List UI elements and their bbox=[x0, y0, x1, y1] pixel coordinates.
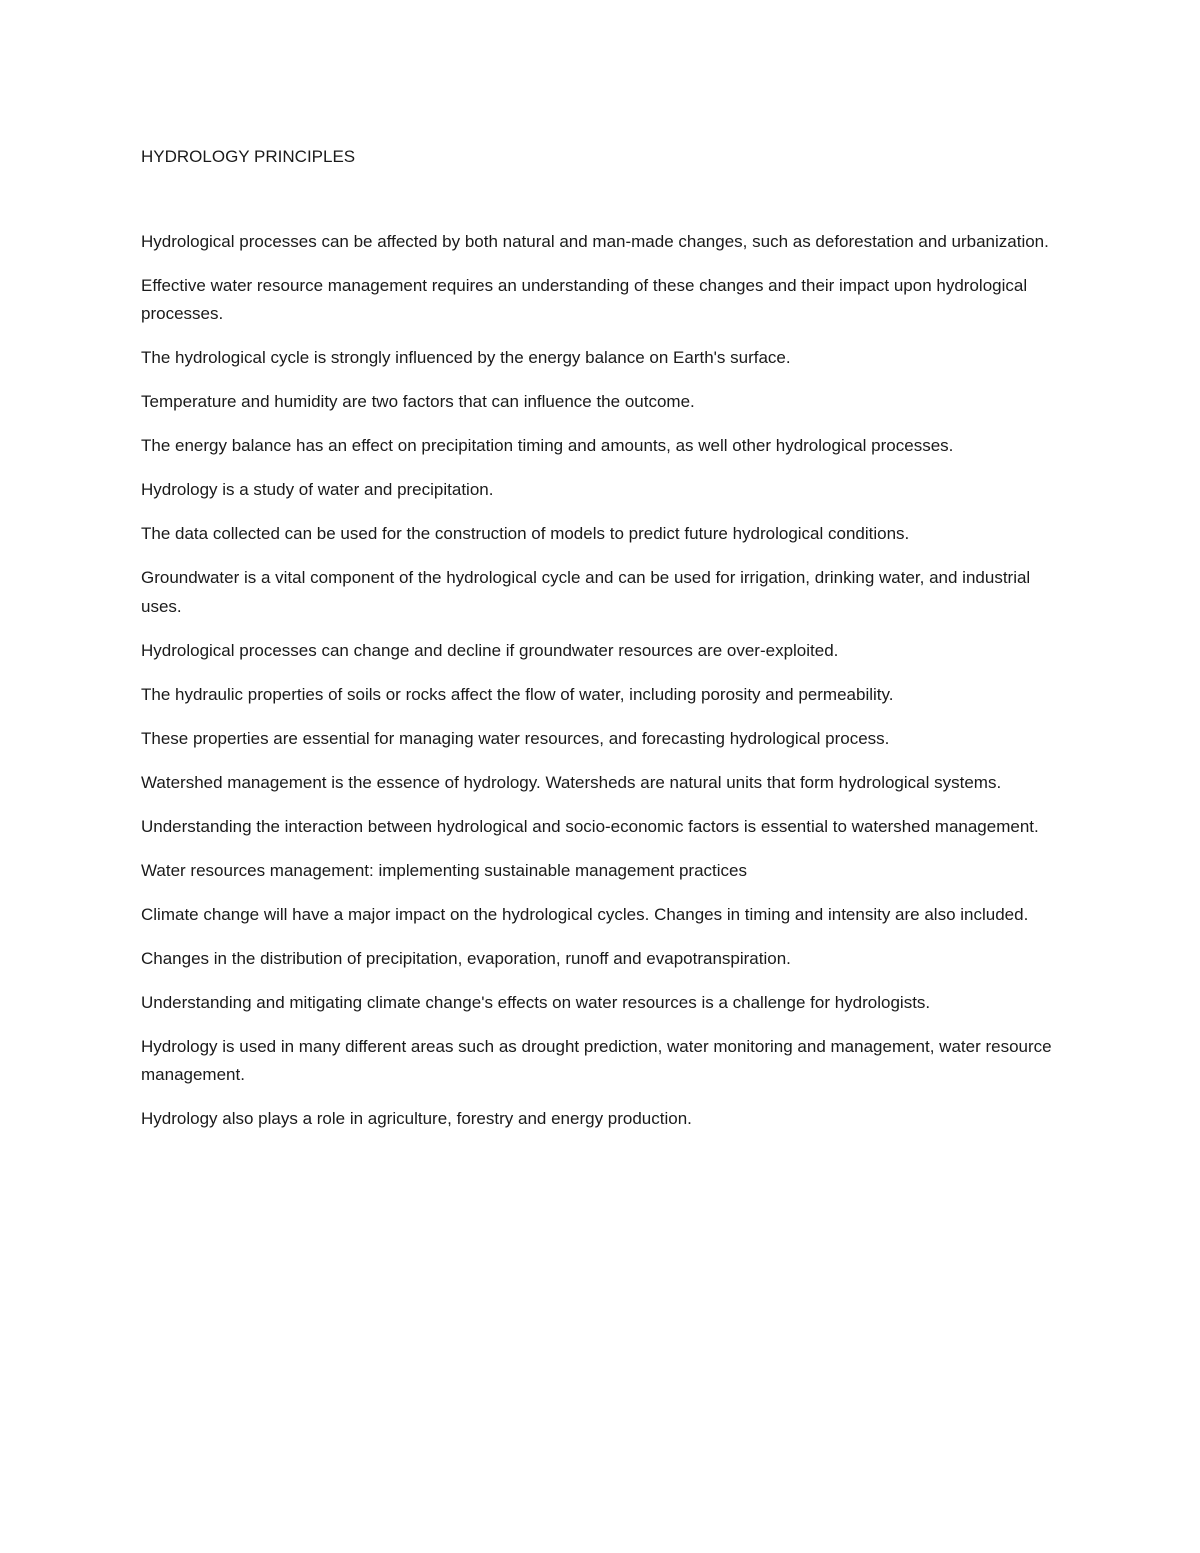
paragraph: Temperature and humidity are two factors that can influence the outcome. bbox=[141, 392, 695, 411]
paragraph: Hydrology also plays a role in agriculture, forestry and energy production. bbox=[141, 1109, 692, 1128]
paragraph: Understanding and mitigating climate change's effects on water resources is a challenge for hydrologists. bbox=[141, 992, 931, 1012]
paragraph: The hydrological cycle is strongly influenced by the energy balance on Earth's surface. bbox=[141, 348, 791, 367]
paragraph: The energy balance has an effect on precipitation timing and amounts, as well other hydrological processes. bbox=[141, 436, 954, 455]
paragraph: Water resources management: implementing sustainable management practices bbox=[141, 860, 747, 880]
document-body bbox=[141, 143, 1071, 1149]
paragraph: Groundwater is a vital component of the hydrological cycle and can be used for irrigation, drinking water, and industrial uses. bbox=[141, 568, 1031, 616]
paragraph: Watershed management is the essence of hydrology. Watersheds are natural units that form hydrological systems. bbox=[141, 772, 1002, 792]
paragraph: Hydrology is used in many different areas such as drought prediction, water monitoring and management, water resource management. bbox=[141, 1036, 1052, 1084]
paragraph: Changes in the distribution of precipitation, evaporation, runoff and evapotranspiration. bbox=[141, 948, 791, 968]
paragraph: Hydrological processes can change and decline if groundwater resources are over-exploited. bbox=[141, 640, 839, 660]
paragraph: The data collected can be used for the construction of models to predict future hydrological conditions. bbox=[141, 524, 910, 543]
paragraph: Understanding the interaction between hydrological and socio-economic factors is essential to watershed management. bbox=[141, 816, 1039, 836]
paragraph: Hydrological processes can be affected by both natural and man-made changes, such as deforestation and urbanization. bbox=[141, 231, 1049, 251]
paragraph-list bbox=[141, 228, 1071, 1134]
paragraph: These properties are essential for managing water resources, and forecasting hydrological process. bbox=[141, 728, 890, 748]
paragraph: The hydraulic properties of soils or rocks affect the flow of water, including porosity and permeability. bbox=[141, 684, 894, 704]
paragraph: Hydrology is a study of water and precipitation. bbox=[141, 480, 494, 499]
document-title: HYDROLOGY PRINCIPLES bbox=[141, 147, 356, 166]
paragraph: Effective water resource management requires an understanding of these changes and their impact upon hydrological processes. bbox=[141, 275, 1028, 323]
paragraph: Climate change will have a major impact on the hydrological cycles. Changes in timing and intensity are also included. bbox=[141, 904, 1029, 924]
